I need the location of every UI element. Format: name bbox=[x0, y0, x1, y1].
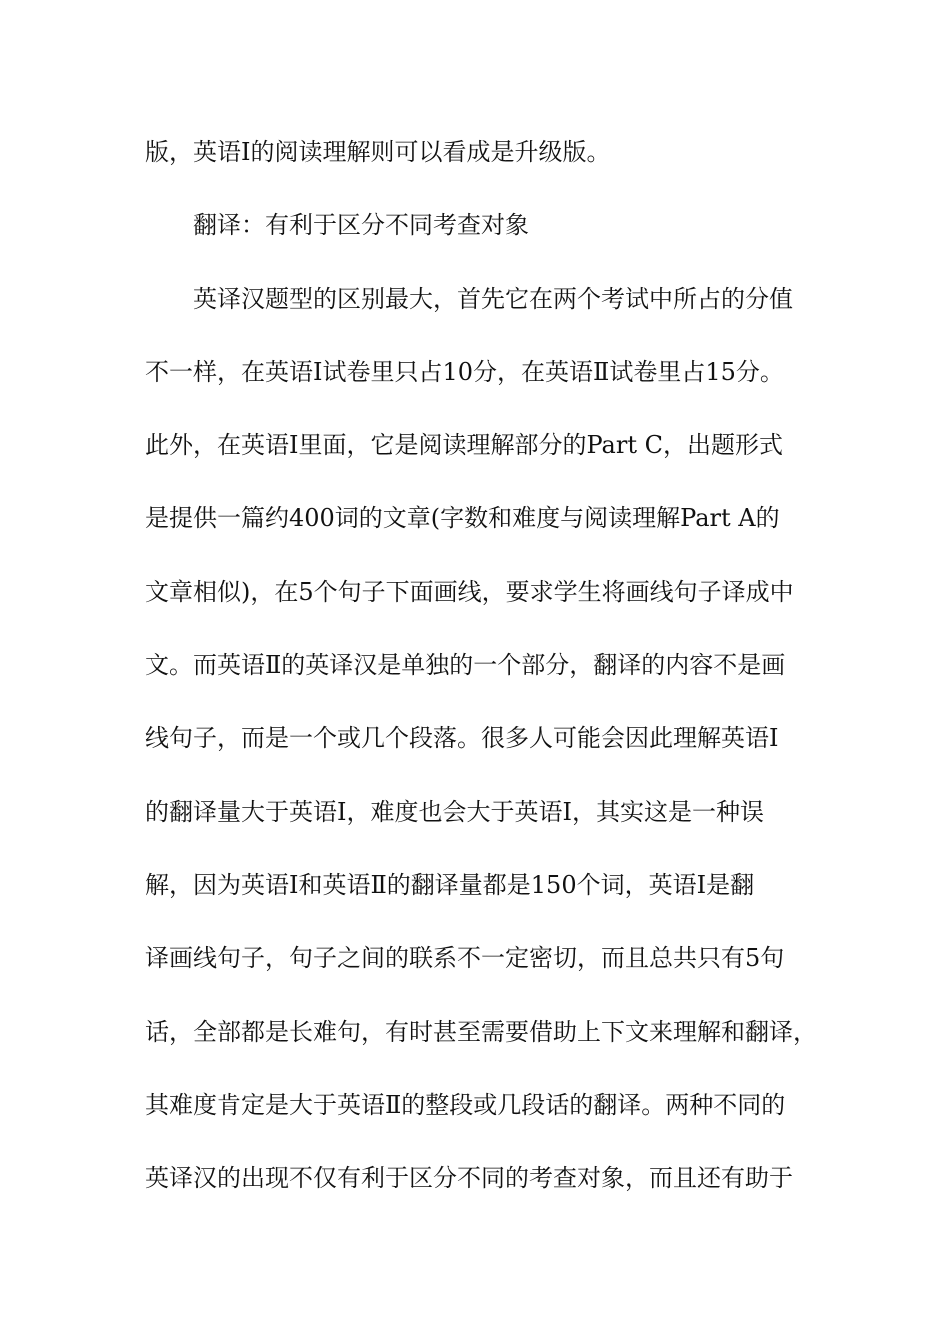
text-line: 解，因为英语Ⅰ和英语Ⅱ的翻译量都是150个词，英语Ⅰ是翻 bbox=[145, 870, 755, 899]
text-line: 的翻译量大于英语Ⅰ，难度也会大于英语Ⅰ，其实这是一种误 bbox=[145, 797, 764, 826]
text-line: 不一样，在英语Ⅰ试卷里只占10分，在英语Ⅱ试卷里占15分。 bbox=[145, 357, 784, 386]
text-line: 话，全部都是长难句，有时甚至需要借助上下文来理解和翻译， bbox=[145, 1017, 817, 1046]
paragraph-first-line: 英译汉题型的区别最大，首先它在两个考试中所占的分值 bbox=[193, 284, 793, 313]
section-heading: 翻译：有利于区分不同考查对象 bbox=[193, 211, 529, 240]
text-line: 版，英语Ⅰ的阅读理解则可以看成是升级版。 bbox=[145, 138, 611, 166]
text-line: 英译汉的出现不仅有利于区分不同的考查对象，而且还有助于 bbox=[145, 1164, 793, 1193]
text-line: 其难度肯定是大于英语Ⅱ的整段或几段话的翻译。两种不同的 bbox=[145, 1090, 786, 1119]
text-line: 是提供一篇约400词的文章(字数和难度与阅读理解Part A的 bbox=[145, 504, 780, 533]
document-body bbox=[145, 128, 815, 1227]
text-line: 文。而英语Ⅱ的英译汉是单独的一个部分，翻译的内容不是画 bbox=[145, 651, 786, 680]
text-line: 线句子，而是一个或几个段落。很多人可能会因此理解英语Ⅰ bbox=[145, 724, 779, 753]
text-line: 此外，在英语Ⅰ里面，它是阅读理解部分的Part C，出题形式 bbox=[145, 431, 783, 460]
text-line: 文章相似)，在5个句子下面画线，要求学生将画线句子译成中 bbox=[145, 577, 794, 606]
text-line: 译画线句子，句子之间的联系不一定密切，而且总共只有5句 bbox=[145, 944, 785, 973]
